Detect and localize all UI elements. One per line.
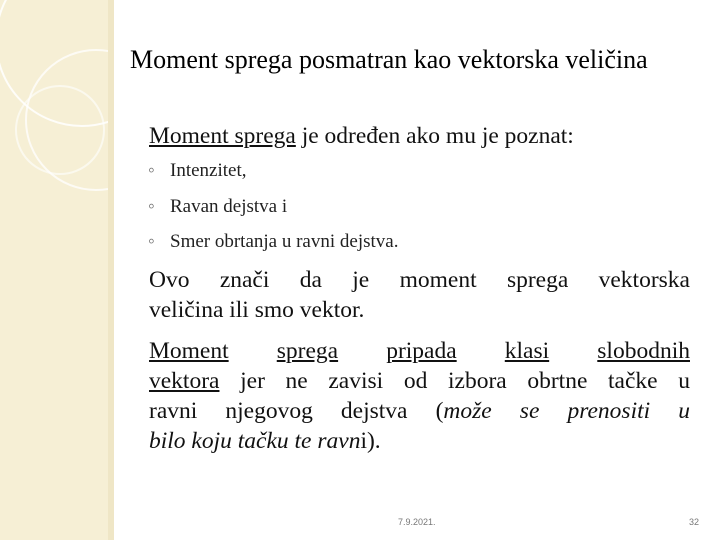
sub-bullet-marker: ◦ <box>148 160 155 181</box>
bullet-italic-text: bilo koju tačku te ravn <box>149 428 361 454</box>
bullet-vector-quantity <box>130 265 690 325</box>
bullet-italic-text: može se prenositi u <box>443 398 691 424</box>
sidebar-rings-graphic <box>0 0 108 540</box>
bullet-free-vectors <box>130 336 690 456</box>
bullet-marker <box>130 336 149 366</box>
sub-bullet-marker: ◦ <box>148 231 155 252</box>
term-word: pripada <box>386 338 457 364</box>
term-vektora: vektora <box>149 368 220 394</box>
bullet-text: je određen ako mu je poznat: <box>295 123 574 149</box>
sub-item-intensity <box>148 159 247 183</box>
bullet-text: ). <box>366 428 381 454</box>
bullet-text: jer ne zavisi od izbora obrtne tačke u <box>219 368 690 394</box>
footer-date: 7.9.2021. <box>398 517 436 527</box>
footer-page-number: 32 <box>689 517 700 527</box>
sub-item-text: Intenzitet, <box>170 160 247 181</box>
sub-bullet-marker: ◦ <box>148 196 155 217</box>
slide-title: Moment sprega posmatran kao vektorska veličina <box>130 45 648 74</box>
bullet-line4 <box>130 426 690 456</box>
bullet-line1 <box>149 336 690 366</box>
sub-item-text: Smer obrtanja u ravni dejstva. <box>170 231 399 252</box>
bullet-moment-determined <box>130 121 690 151</box>
decorative-sidebar <box>0 0 108 540</box>
bullet-text: i <box>360 428 367 454</box>
bullet-marker <box>130 265 149 295</box>
sub-item-text: Ravan dejstva i <box>170 196 288 217</box>
term-word: Moment <box>149 338 229 364</box>
term-moment-sprega: Moment sprega <box>149 123 296 149</box>
bullet-line2 <box>130 366 690 396</box>
bullet-text-line1: Ovo znači da je moment sprega vektorska <box>149 267 690 293</box>
bullet-text-line2: veličina ili smo vektor. <box>149 297 365 323</box>
term-word: klasi <box>504 338 550 364</box>
bullet-line3 <box>130 396 690 426</box>
sidebar-divider <box>108 0 114 540</box>
bullet-text: ravni njegovog dejstva ( <box>149 398 444 424</box>
sub-item-plane <box>148 195 287 219</box>
term-word: slobodnih <box>597 338 690 364</box>
term-word: sprega <box>276 338 339 364</box>
sub-item-direction <box>148 230 398 254</box>
